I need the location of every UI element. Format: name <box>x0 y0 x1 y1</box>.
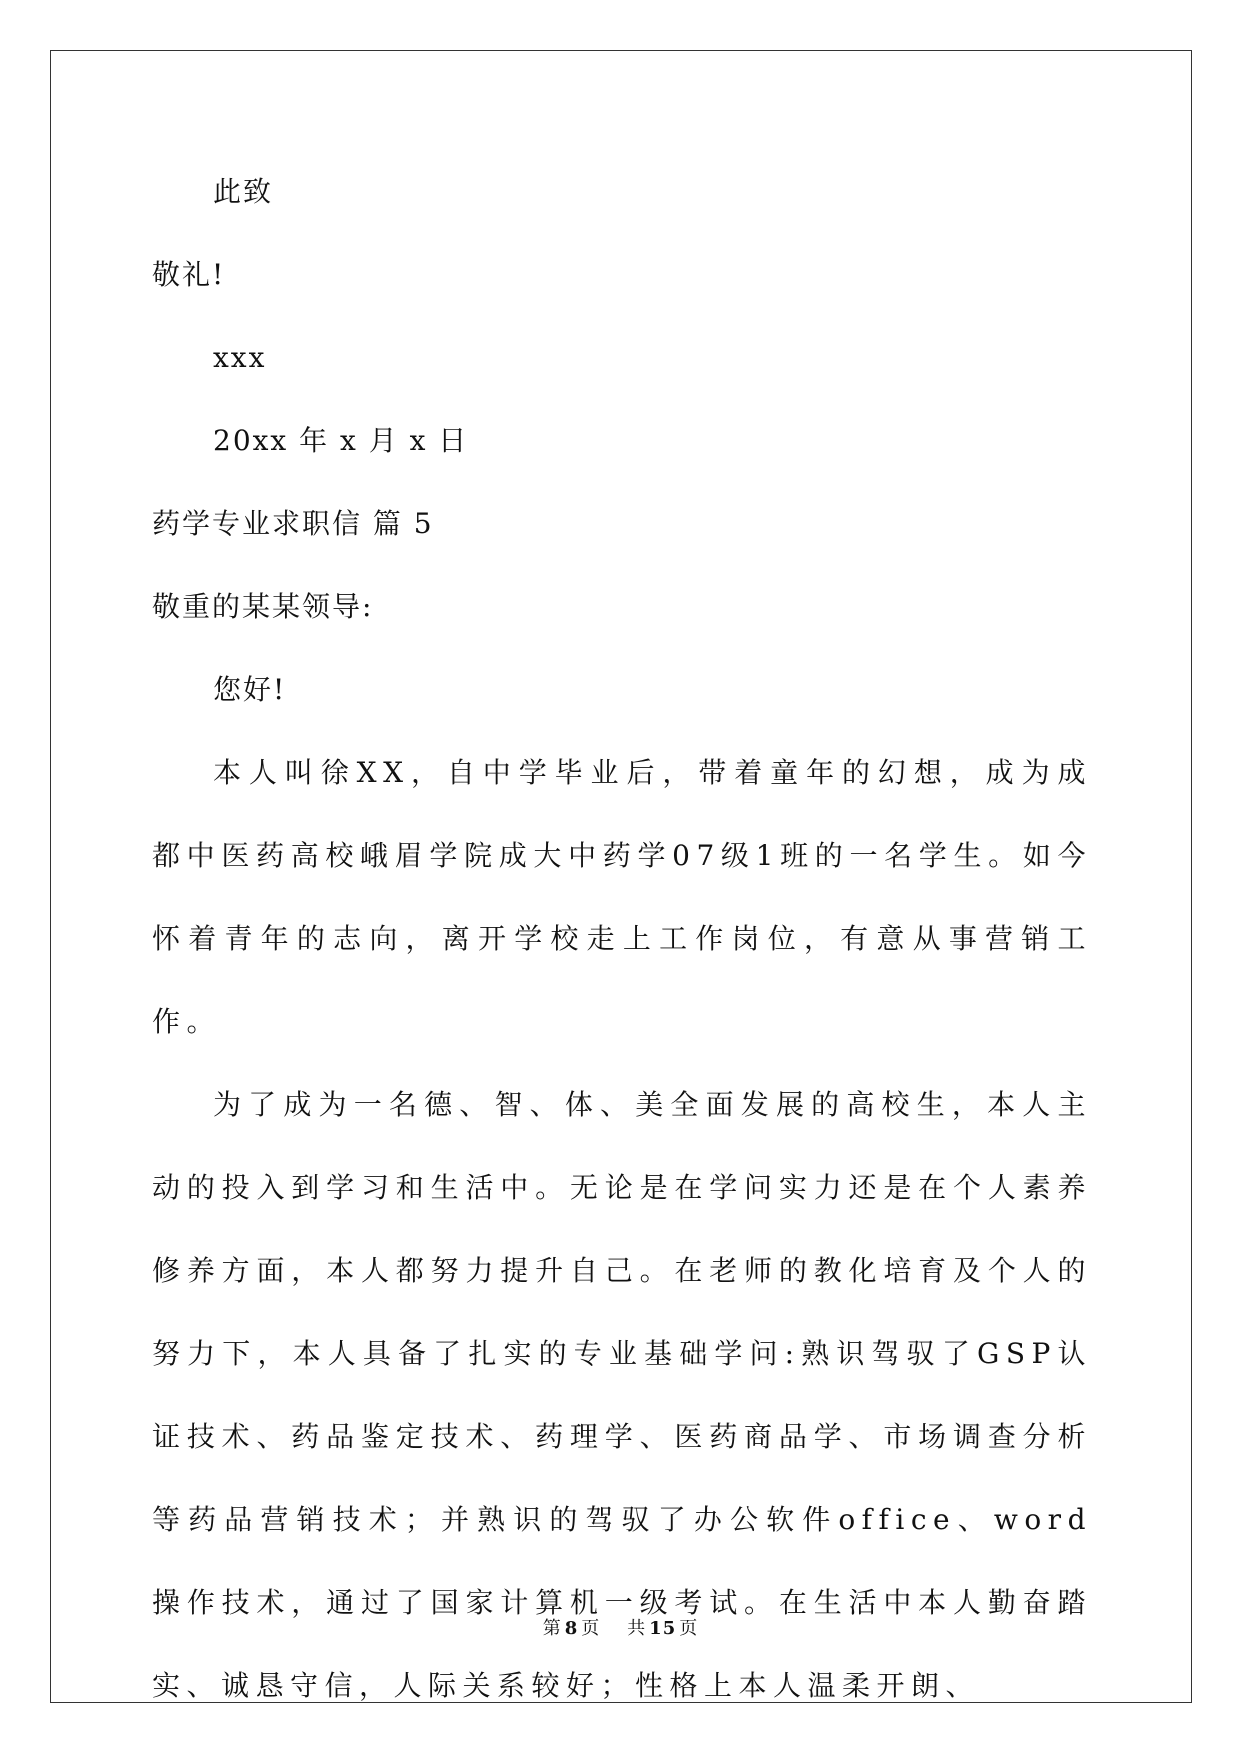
section-title: 药学专业求职信 篇 5 <box>152 507 434 540</box>
greeting-hello: 您好! <box>213 673 287 706</box>
footer-suffix: 页 <box>679 1618 699 1639</box>
footer-prefix: 第 <box>542 1618 562 1639</box>
signature: xxx <box>213 341 267 374</box>
page-number-footer <box>0 1614 1241 1640</box>
body-paragraph-1: 本人叫徐XX，自中学毕业后，带着童年的幻想，成为成都中医药高校峨眉学院成大中药学07级1班的一名学生。如今怀着青年的志向，离开学校走上工作岗位，有意从事营销工作。 <box>152 756 1092 1038</box>
current-page-number: 8 <box>564 1618 579 1639</box>
letter-body <box>152 731 1092 1727</box>
closing-salute: 敬礼! <box>152 258 226 291</box>
letter-date: 20xx 年 x 月 x 日 <box>213 424 469 457</box>
body-paragraph-2: 为了成为一名德、智、体、美全面发展的高校生，本人主动的投入到学习和生活中。无论是在学问实力还是在个人素养修养方面，本人都努力提升自己。在老师的教化培育及个人的努力下，本人具备了扎实的专业基础学问:熟识驾驭了GSP认证技术、药品鉴定技术、药理学、医药商品学、市场调查分析等药品营销技术；并熟识的驾驭了办公软件office、word操作技术，通过了国家计算机一级考试。在生活中本人勤奋踏实、诚恳守信，人际关系较好；性格上本人温柔开朗、 <box>152 1088 1092 1702</box>
footer-mid: 页 共 <box>581 1618 647 1639</box>
closing-regards: 此致 <box>213 175 274 208</box>
document-body <box>152 165 1092 1727</box>
salutation: 敬重的某某领导: <box>152 590 374 623</box>
total-page-number: 15 <box>649 1618 677 1639</box>
